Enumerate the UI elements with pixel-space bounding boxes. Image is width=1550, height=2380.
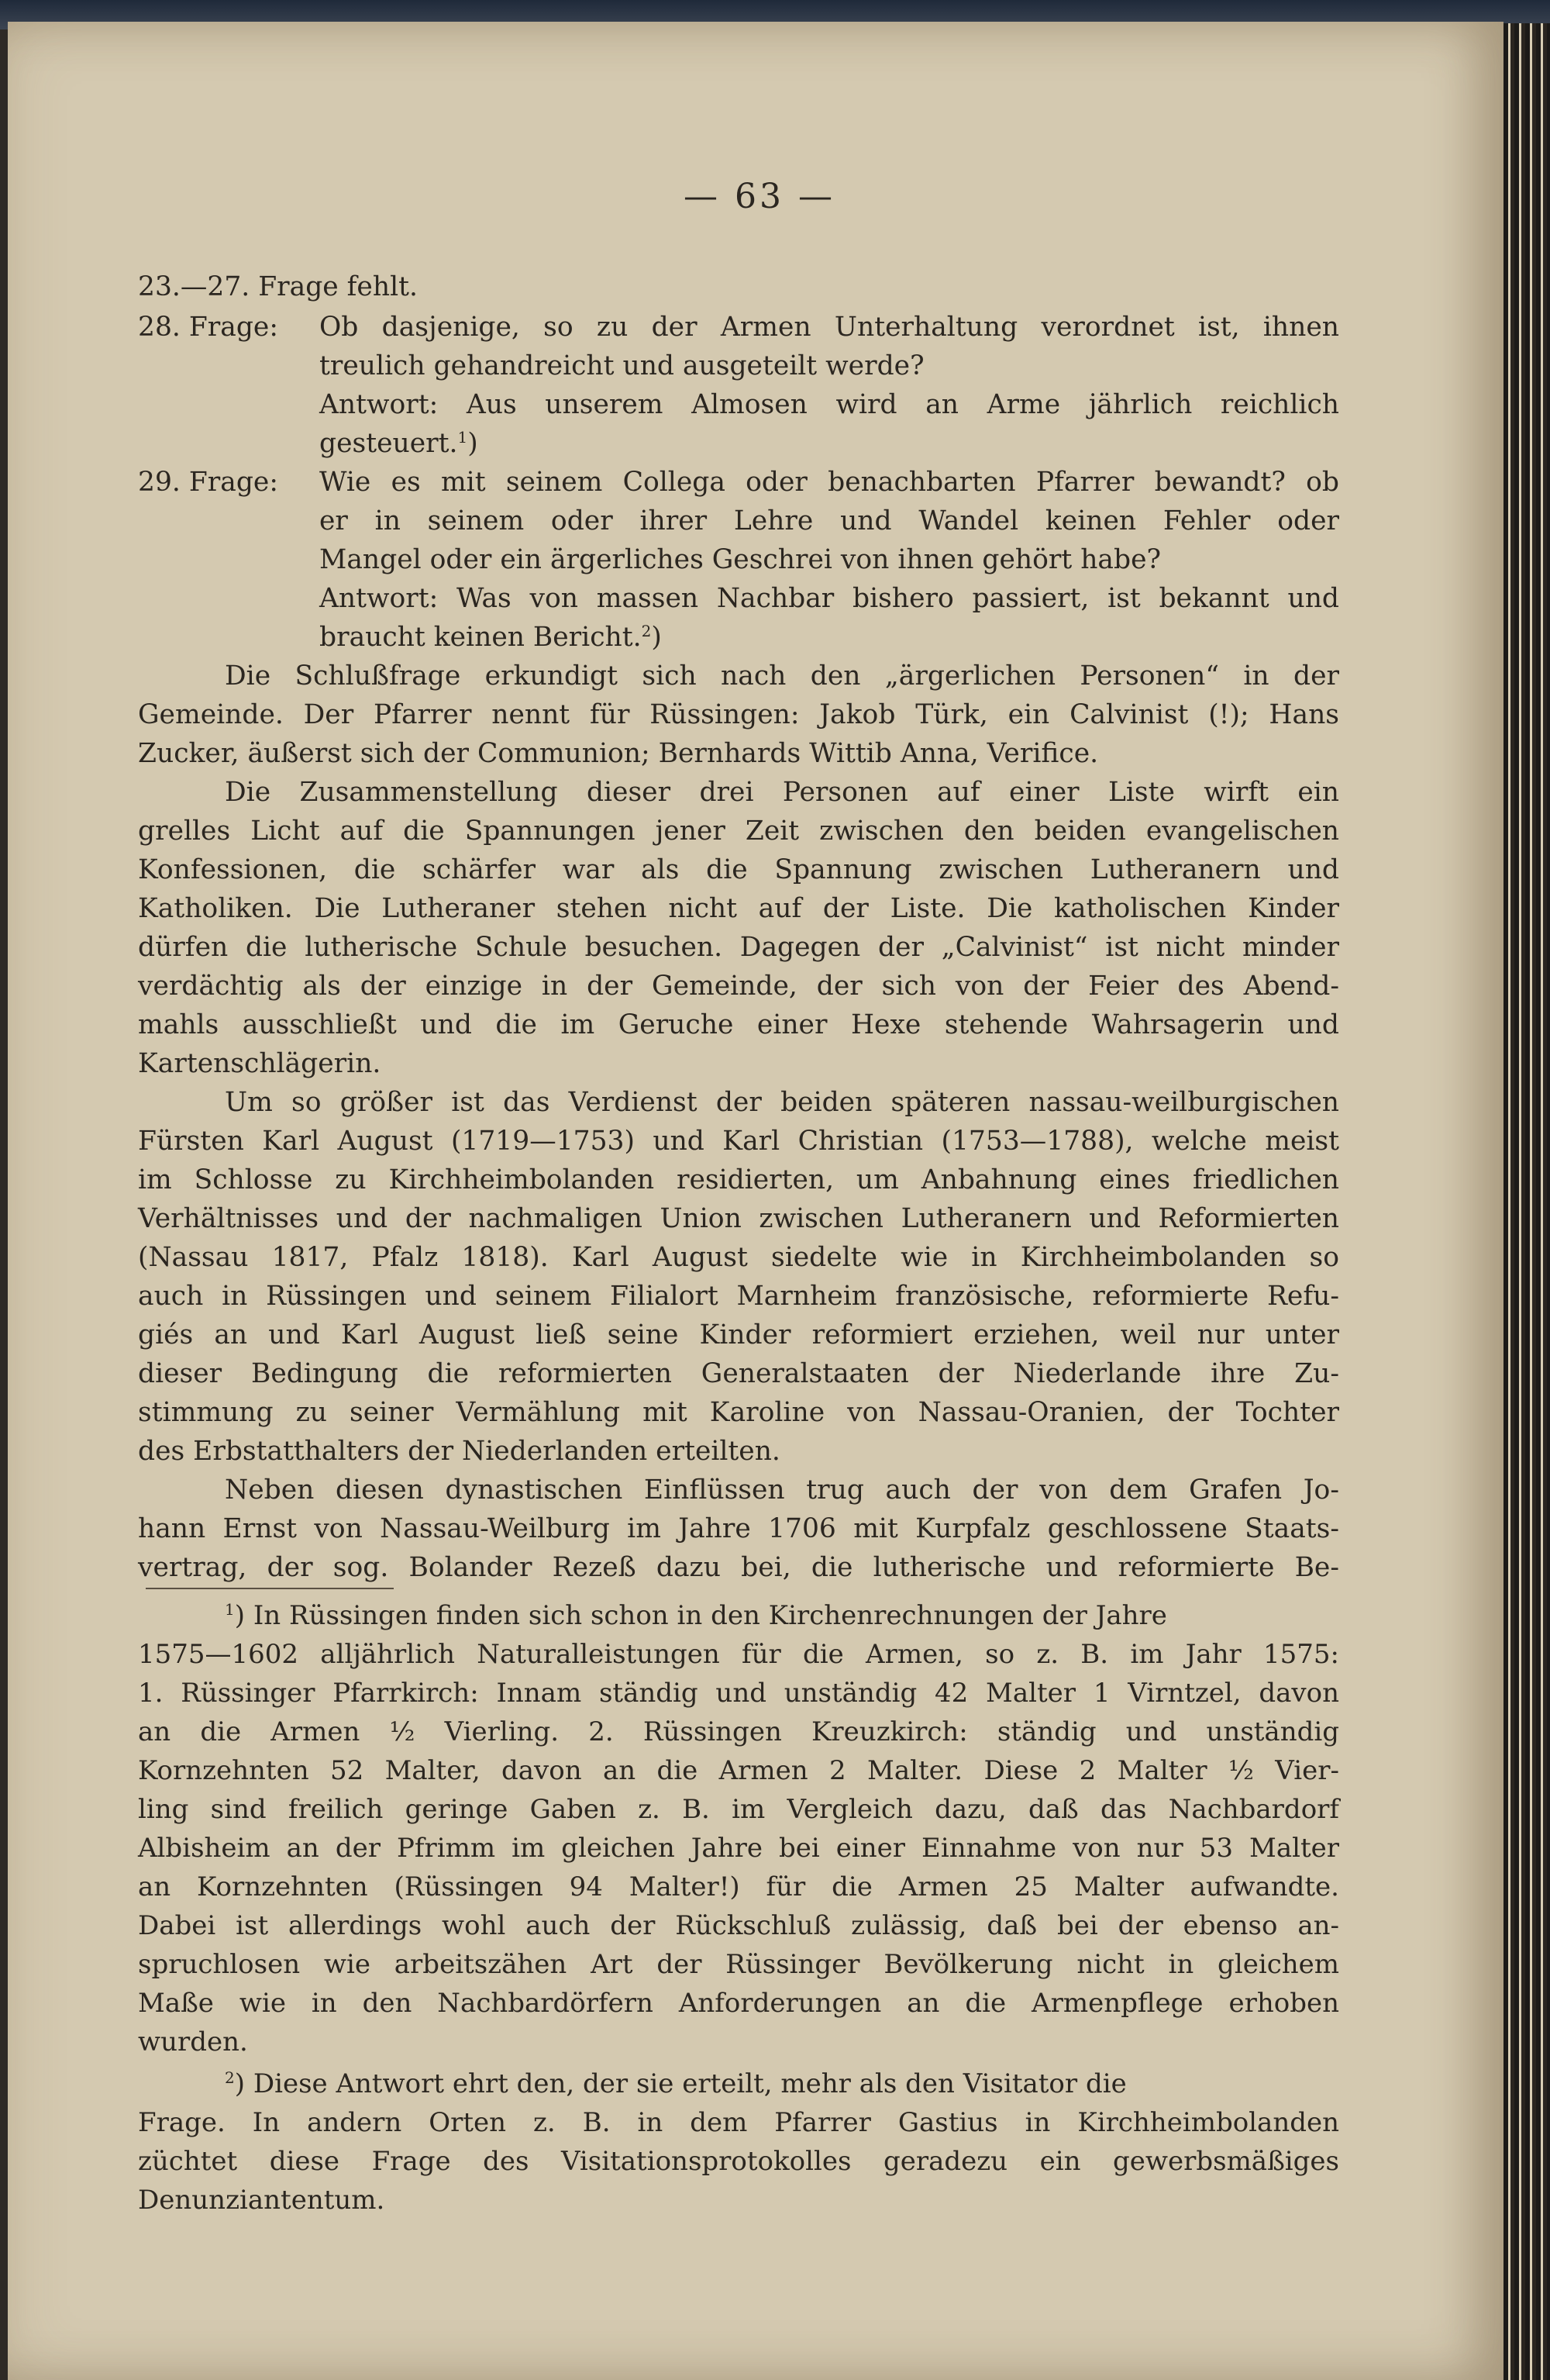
body-line: des Erbstatthalters der Niederlanden erteilten. [138,1436,780,1467]
body-line: Kartenschlägerin. [138,1048,381,1079]
body-line: Verhältnisses und der nachmaligen Union zwischen Lutheranern und Reformierten [138,1203,1339,1234]
footnote-mark: 2 [225,2068,235,2087]
body-line: Neben diesen dynastischen Einflüssen trug auch der von dem Grafen Jo- [225,1475,1339,1506]
footnote-ref: 2 [641,622,652,640]
footnote-line: züchtet diese Frage des Visitationsprotokolles geradezu ein gewerbsmäßiges [138,2146,1339,2177]
body-line: mahls ausschließt und die im Geruche einer Hexe stehende Wahrsagerin und [138,1009,1339,1040]
body-line: Katholiken. Die Lutheraner stehen nicht auf der Liste. Die katholischen Kinder [138,893,1339,924]
body-line: Die Zusammenstellung dieser drei Personen auf einer Liste wirft ein [225,777,1339,808]
body-line: Die Schlußfrage erkundigt sich nach den „ärgerlichen Personen“ in der [225,661,1339,692]
body-line: Konfessionen, die schärfer war als die Spannung zwischen Lutheranern und [138,854,1339,885]
footnote-ref: 1 [457,428,468,447]
footnote-line: Frage. In andern Orten z. B. in dem Pfarrer Gastius in Kirchheimbolanden [138,2107,1339,2138]
question-label: 28. Frage: [138,312,278,343]
footnote-text: Diese Antwort ehrt den, der sie erteilt, mehr als den Visitator die [253,2068,1127,2099]
footnote-line: 1. Rüssinger Pfarrkirch: Innam ständig und unständig 42 Malter 1 Virntzel, davon [138,1678,1339,1709]
footnote-line: Dabei ist allerdings wohl auch der Rückschluß zulässig, daß bei der ebenso an- [138,1910,1339,1941]
line-text: gesteuert. [319,428,458,459]
body-line: Antwort: Was von massen Nachbar bishero passiert, ist bekannt und [319,583,1339,614]
footnote-line: an Kornzehnten (Rüssingen 94 Malter!) für die Armen 25 Malter aufwandte. [138,1871,1339,1902]
body-line: grelles Licht auf die Spannungen jener Zeit zwischen den beiden evangelischen [138,816,1339,847]
body-line: stimmung zu seiner Vermählung mit Karoline von Nassau-Oranien, der Tochter [138,1397,1339,1428]
footnote-text: In Rüssingen finden sich schon in den Kirchenrechnungen der Jahre [253,1600,1167,1631]
page-number: — 63 — [684,177,835,216]
body-line: Antwort: Aus unserem Almosen wird an Arme jährlich reichlich [319,389,1339,420]
body-line: er in seinem oder ihrer Lehre und Wandel keinen Fehler oder [319,505,1339,536]
footnote-line: an die Armen ½ Vierling. 2. Rüssingen Kreuzkirch: ständig und unständig [138,1716,1339,1747]
body-line-with-note: gesteuert.$^1$) [319,428,478,459]
footnote-first-line: $^2$) Diese Antwort ehrt den, der sie erteilt, mehr als den Visitator die [225,2068,1127,2099]
body-line: treulich gehandreicht und ausgeteilt werde? [319,350,925,381]
body-line: Gemeinde. Der Pfarrer nennt für Rüssingen: Jakob Türk, ein Calvinist (!); Hans [138,699,1339,730]
footnote-line: 1575—1602 alljährlich Naturalleistungen für die Armen, so z. B. im Jahr 1575: [138,1639,1339,1670]
footnote-line: Denunziantentum. [138,2185,385,2216]
question-label: 29. Frage: [138,467,278,498]
footnote-line: Albisheim an der Pfrimm im gleichen Jahre bei einer Einnahme von nur 53 Malter [138,1833,1339,1864]
footnote-divider [146,1588,394,1589]
footnote-first-line: $^1$) In Rüssingen finden sich schon in den Kirchenrechnungen der Jahre [225,1600,1167,1631]
body-line: Wie es mit seinem Collega oder benachbarten Pfarrer bewandt? ob [319,467,1339,498]
body-line: dieser Bedingung die reformierten Generalstaaten der Niederlande ihre Zu- [138,1358,1339,1389]
footnote-line: spruchlosen wie arbeitszähen Art der Rüssinger Bevölkerung nicht in gleichem [138,1949,1339,1980]
body-line: vertrag, der sog. Bolander Rezeß dazu bei, die lutherische und reformierte Be- [138,1552,1339,1583]
footnote-line: Kornzehnten 52 Malter, davon an die Armen 2 Malter. Diese 2 Malter ½ Vier- [138,1755,1339,1786]
body-line: Zucker, äußerst sich der Communion; Bernhards Wittib Anna, Verifice. [138,738,1099,769]
footnote-line: wurden. [138,2026,248,2057]
footnote-line: Maße wie in den Nachbardörfern Anforderungen an die Armenpflege erhoben [138,1988,1339,2019]
body-line: Mangel oder ein ärgerliches Geschrei von ihnen gehört habe? [319,544,1161,575]
footnote-line: ling sind freilich geringe Gaben z. B. im Vergleich dazu, daß das Nachbardorf [138,1794,1339,1825]
body-line: dürfen die lutherische Schule besuchen. Dagegen der „Calvinist“ ist nicht minder [138,932,1339,963]
page-edges [1504,23,1550,2380]
line-text: braucht keinen Bericht. [319,622,642,653]
body-line: hann Ernst von Nassau-Weilburg im Jahre 1706 mit Kurpfalz geschlossene Staats- [138,1513,1339,1544]
body-line: (Nassau 1817, Pfalz 1818). Karl August siedelte wie in Kirchheimbolanden so [138,1242,1339,1273]
body-line: giés an und Karl August ließ seine Kinder reformiert erziehen, weil nur unter [138,1319,1339,1350]
body-line-with-note: braucht keinen Bericht.$^2$) [319,622,662,653]
book-page [8,22,1504,2380]
body-line: Um so größer ist das Verdienst der beiden späteren nassau-weilburgischen [225,1087,1339,1118]
body-line: verdächtig als der einzige in der Gemeinde, der sich von der Feier des Abend- [138,971,1339,1002]
body-line: Fürsten Karl August (1719—1753) und Karl Christian (1753—1788), welche meist [138,1126,1339,1157]
body-line: auch in Rüssingen und seinem Filialort Marnheim französische, reformierte Refu- [138,1281,1339,1312]
body-line: 23.—27. Frage fehlt. [138,271,418,302]
footnote-mark: 1 [225,1600,235,1619]
body-line: Ob dasjenige, so zu der Armen Unterhaltung verordnet ist, ihnen [319,312,1339,343]
body-line: im Schlosse zu Kirchheimbolanden residierten, um Anbahnung eines friedlichen [138,1164,1339,1195]
